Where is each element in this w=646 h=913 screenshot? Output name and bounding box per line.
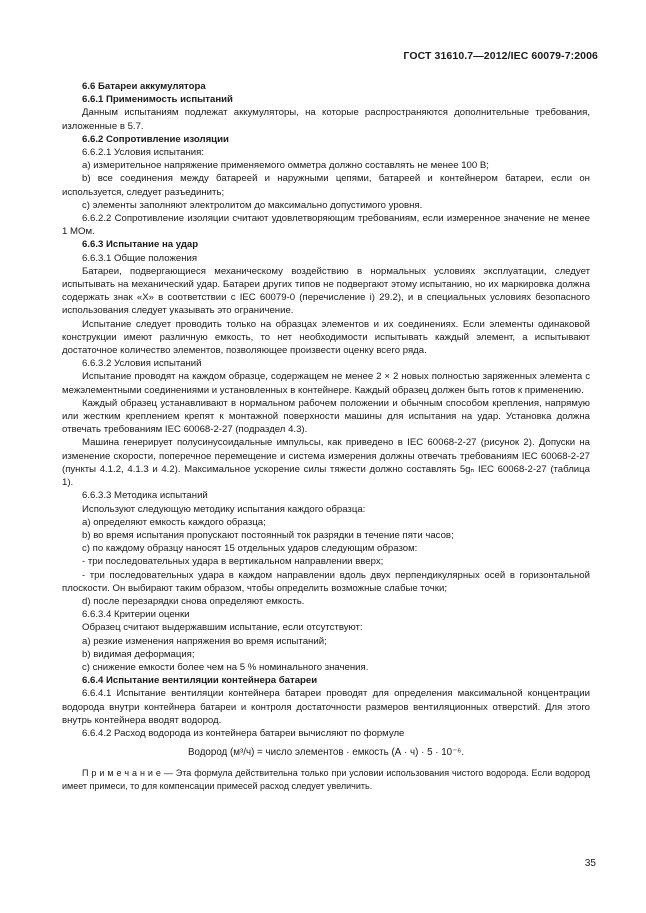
- list-item: c) снижение емкости более чем на 5 % номинального значения.: [82, 661, 369, 673]
- list-item: - три последовательных удара в каждом направлении вдоль двух перпендикулярных осей в горизонтальной плоскости. Он выбирают таким образом, чтобы определить возможные слабые точки;: [62, 569, 590, 594]
- list-item: a) резкие изменения напряжения во время испытаний;: [82, 635, 327, 647]
- clause-title: 6.6.3.2 Условия испытаний: [82, 358, 202, 370]
- paragraph: 6.6.4.2 Расход водорода из контейнера батареи вычисляют по формуле: [82, 727, 405, 739]
- list-item: a) измерительное напряжение применяемого омметра должно составлять не менее 100 В;: [82, 160, 489, 172]
- list-item: c) по каждому образцу наносят 15 отдельных ударов следующим образом:: [82, 543, 418, 555]
- document-body: [62, 80, 590, 793]
- note: П р и м е ч а н и е — Эта формула действительна только при условии использования чистого водорода. Если водород имеет примеси, то для компенсации примесей расход следует увеличить.: [62, 768, 590, 791]
- paragraph: Испытание следует проводить только на образцах элементов и их соединениях. Если элементы одинаковой конструкции имеют различную емкость, то нет необходимости испытывать каждый элемент, а испытывают достаточное количество элементов, позволяющее произвести оценку всего ряда.: [62, 318, 590, 357]
- list-item: b) во время испытания пропускают постоянный ток разрядки в течение пяти часов;: [82, 529, 454, 541]
- list-item: a) определяют емкость каждого образца;: [82, 516, 266, 528]
- clause-title: 6.6.3.4 Критерии оценки: [82, 609, 190, 621]
- subsection-heading: 6.6.2 Сопротивление изоляции: [82, 133, 229, 145]
- subsection-heading: 6.6.4 Испытание вентиляции контейнера батареи: [82, 675, 318, 687]
- document-header: ГОСТ 31610.7—2012/IEC 60079-7:2006: [403, 50, 598, 62]
- subsection-heading: 6.6.3 Испытание на удар: [82, 239, 199, 251]
- paragraph: Образец считают выдержавшим испытание, если отсутствуют:: [82, 622, 363, 634]
- paragraph: Батареи, подвергающиеся механическому воздействию в нормальных условиях эксплуатации, следует испытывать на механический удар. Батареи других типов не подвергают этому испытанию, но их маркировка должна содержать знак «X» в соответствии с IEC 60079-0 (перечисление i) 29.2), и в специальных условиях безопасного использования следует указывать это ограничение.: [62, 265, 590, 317]
- paragraph: Испытание проводят на каждом образце, содержащем не менее 2 × 2 новых полностью заряженных элемента с межэлементными соединениями и установленных в контейнере. Каждый образец должен быть готов к применению.: [62, 371, 590, 396]
- paragraph: Данным испытаниям подлежат аккумуляторы, на которые распространяются дополнительные требования, изложенные в 5.7.: [62, 107, 590, 132]
- clause-title: 6.6.3.3 Методика испытаний: [82, 490, 208, 502]
- subsection-heading: 6.6.1 Применимость испытаний: [82, 94, 233, 106]
- list-item: c) элементы заполняют электролитом до максимально допустимого уровня.: [82, 199, 423, 211]
- list-item: - три последовательных удара в вертикальном направлении вверх;: [82, 556, 384, 568]
- list-item: b) видимая деформация;: [82, 648, 195, 660]
- paragraph: Используют следующую методику испытания каждого образца:: [82, 503, 366, 515]
- list-item: d) после перезарядки снова определяют емкость.: [82, 595, 305, 607]
- section-heading: 6.6 Батареи аккумулятора: [82, 81, 206, 92]
- list-item: b) все соединения между батареей и наружными цепями, батареей и контейнером батареи, если он используется, следует разъединить;: [62, 173, 590, 198]
- paragraph: Машина генерирует полусинусоидальные импульсы, как приведено в IEC 60068-2-27 (рисунок 2). Допуски на изменение скорости, поперечное перемещение и система измерения должны отвечать требованиям IEC 60068-2-27 (пункты 4.1.2, 4.1.3 и 4.2). Максимальное ускорение силы тяжести должно составлять 5gₙ IEC 60068-2-27 (таблица 1).: [62, 437, 590, 489]
- formula: Водород (м³/ч) = число элементов · емкость (А · ч) · 5 · 10⁻⁶.: [187, 747, 465, 759]
- paragraph: 6.6.4.1 Испытание вентиляции контейнера батареи проводят для определения максимальной концентрации водорода внутри контейнера батареи и контроля достаточности размеров вентиляционных отверстий. Для этого внутрь контейнера вводят водород.: [62, 688, 590, 726]
- paragraph: Каждый образец устанавливают в нормальном рабочем положении и обычным способом крепления, напрямую или жестким креплением крепят к монтажной поверхности машины для испытания на удар. Установка должна отвечать требованиям IEC 60068-2-27 (подраздел 4.3).: [62, 397, 590, 436]
- clause-title: 6.6.3.1 Общие положения: [82, 252, 198, 264]
- paragraph: 6.6.2.1 Условия испытания:: [82, 147, 204, 159]
- paragraph: 6.6.2.2 Сопротивление изоляции считают удовлетворяющим требованиям, если измеренное значение не менее 1 МОм.: [62, 213, 590, 238]
- page-number: 35: [584, 858, 596, 869]
